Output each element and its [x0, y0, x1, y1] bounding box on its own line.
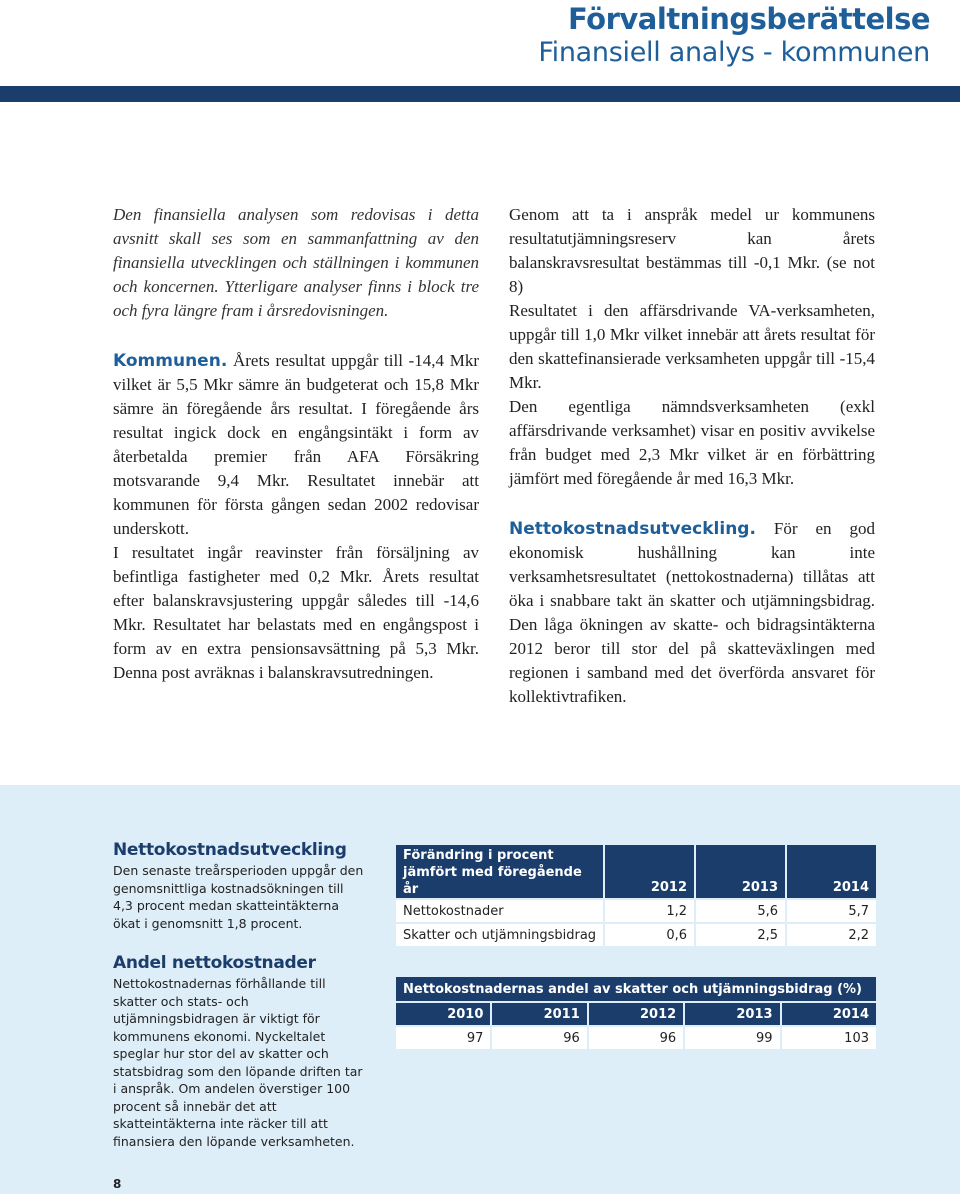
row-value: 5,6 [696, 900, 785, 922]
row-value: 96 [492, 1027, 586, 1049]
sidebar-text-andel: Nettokostnadernas förhållande till skatter och stats- och utjämningsbidragen är viktigt för kommunens ekonomi. Nyckeltalet speglar hur stor del av skatter och statsbidrag som den löpande driften tar i anspråk. Om andelen överstiger 100 procent så innebär det att skatteintäkterna inte räcker till att finansiera den löpande verksamheten. [113, 976, 363, 1149]
kommunen-lead: Kommunen. [113, 351, 228, 371]
left-column [113, 203, 479, 685]
share-table [394, 975, 878, 1051]
right-paragraph-3: Den egentliga nämndsverksamheten (exkl affärsdrivande verksamhet) visar en positiv avvikelse från budget med 2,3 Mkr vilket är en förbättring jämfört med föregående år med 16,3 Mkr. [509, 397, 875, 488]
intro-text-2: Ytterligare analyser finns i block tre och fyra längre fram i årsredovisningen. [113, 277, 480, 320]
row-value: 103 [782, 1027, 876, 1049]
row-value: 2,5 [696, 924, 785, 946]
table-header-year: 2012 [589, 1003, 683, 1025]
row-value: 0,6 [605, 924, 694, 946]
table-row [396, 1027, 876, 1049]
sidebar-heading-andel: Andel nettokostnader [113, 953, 316, 973]
row-value: 2,2 [787, 924, 876, 946]
page-subtitle: Finansiell analys - kommunen [538, 37, 930, 68]
change-table [394, 843, 878, 948]
table-title: Nettokostnadernas andel av skatter och utjämningsbidrag (%) [396, 977, 876, 1001]
row-value: 1,2 [605, 900, 694, 922]
table-row [396, 924, 876, 946]
row-label: Skatter och utjämningsbidrag [396, 924, 603, 946]
page-number: 8 [113, 1177, 122, 1191]
table-row [396, 900, 876, 922]
table-header-row [396, 1003, 876, 1025]
page-title: Förvaltningsberättelse [568, 2, 930, 36]
netto-text: För en god ekonomisk hushållning kan inte verksamhetsresultatet (nettokostnaderna) tillåtas att öka i snabbare takt än skatter och utjämningsbidrag. Den låga ökningen av skatte- och bidragsintäkterna 2012 beror till stor del på skatteväxlingen med regionen i samband med det överförda ansvaret för kollektivtrafiken. [509, 519, 875, 706]
table-header-row [396, 845, 876, 898]
table-title-row [396, 977, 876, 1001]
table-header-year: 2014 [782, 1003, 876, 1025]
table-header-year: 2011 [492, 1003, 586, 1025]
header-bar [0, 86, 960, 102]
row-value: 97 [396, 1027, 490, 1049]
row-label: Nettokostnader [396, 900, 603, 922]
intro-text-1: Den finansiella analysen som redovisas i detta avsnitt skall ses som en sammanfattning av den finansiella utvecklingen och ställningen i kommunen och koncernen. [113, 205, 479, 296]
table-header-year: 2014 [787, 845, 876, 898]
right-paragraph-2: Resultatet i den affärsdrivande VA-verksamheten, uppgår till 1,0 Mkr vilket innebär att årets resultat för den skattefinansierade verksamheten uppgår till -15,4 Mkr. [509, 301, 875, 392]
row-value: 5,7 [787, 900, 876, 922]
table-header-year: 2010 [396, 1003, 490, 1025]
intro-paragraph [113, 203, 479, 323]
table-header-year: 2013 [696, 845, 785, 898]
table-header-year: 2012 [605, 845, 694, 898]
kommunen-paragraph [113, 349, 479, 541]
row-value: 99 [685, 1027, 779, 1049]
row-value: 96 [589, 1027, 683, 1049]
sidebar-heading-netto: Nettokostnadsutveckling [113, 840, 347, 860]
right-column [509, 203, 875, 709]
netto-lead: Nettokostnadsutveckling. [509, 519, 756, 539]
netto-paragraph [509, 517, 875, 709]
reavinster-paragraph: I resultatet ingår reavinster från försäljning av befintliga fastigheter med 0,2 Mkr. Årets resultat efter balanskravsjustering uppgår således till -14,6 Mkr. Resultatet har belastats med en engångspost i form av en extra pensionsavsättning på 5,3 Mkr. Denna post avräknas i balanskravsutredningen. [113, 543, 479, 682]
kommunen-text: Årets resultat uppgår till -14,4 Mkr vilket är 5,5 Mkr sämre än budgeterat och 15,8 Mkr sämre än föregående års resultat. I föregående års resultat ingick dock en engångsintäkt i form av återbetalda premier från AFA Försäkring motsvarande 9,4 Mkr. Resultatet innebär att kommunen för första gången sedan 2002 redovisar underskott. [113, 351, 479, 538]
table-header-label: Förändring i procent jämfört med föregående år [396, 845, 603, 898]
sidebar-text-netto: Den senaste treårsperioden uppgår den genomsnittliga kostnadsökningen till 4,3 procent medan skatteintäkterna ökat i genomsnitt 1,8 procent. [113, 863, 364, 931]
right-paragraph-1: Genom att ta i anspråk medel ur kommunens resultatutjämningsreserv kan årets balanskravsresultat bestämmas till -0,1 Mkr. (se not 8) [509, 205, 875, 296]
table-header-year: 2013 [685, 1003, 779, 1025]
